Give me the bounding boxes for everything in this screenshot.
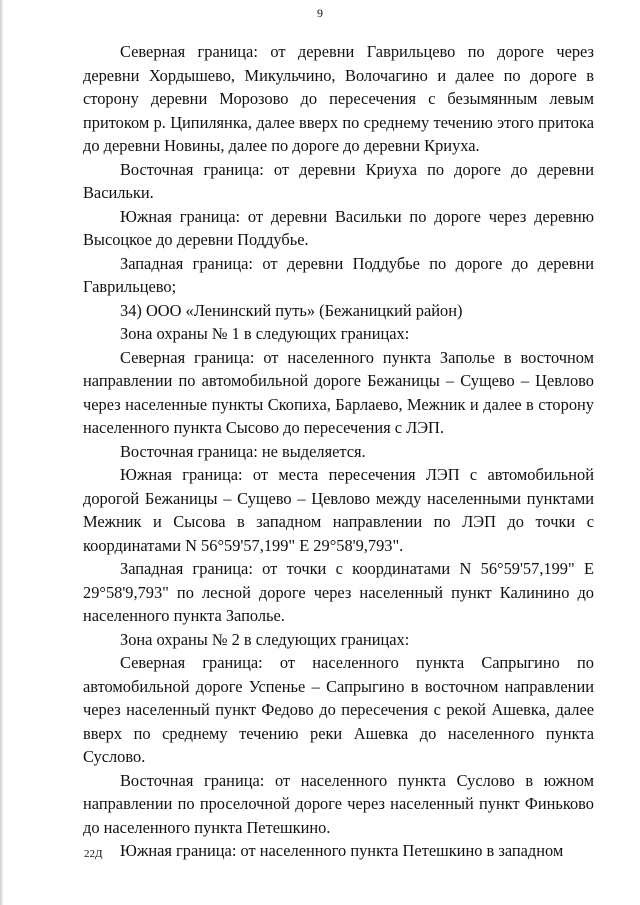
paragraph: Восточная граница: от деревни Криуха по дороге до деревни Васильки. (83, 159, 594, 202)
paragraph: Южная граница: от места пересечения ЛЭП с автомобильной дорогой Бежаницы – Сущево – Цевлово между населенными пунктами Межник и Сысова в западном направлении по ЛЭП до точки с координатами N 56°59'57,199" E 29°58'9,793". (83, 465, 594, 555)
document-body (83, 40, 594, 863)
page-number: 9 (317, 6, 323, 20)
zone-heading: Зона охраны № 2 в следующих границах: (120, 629, 410, 649)
paragraph: Восточная граница: не выделяется. (120, 441, 366, 461)
paragraph: Северная граница: от населенного пункта Сапрыгино по автомобильной дороге Успенье – Сапрыгино в восточном направлении через населенный пункт Федово до пересечения с рекой Ашевка, далее вверх по среднему течению реки Ашевка до населенного пункта Суслово. (83, 653, 594, 766)
footer-code: 22Д (84, 848, 103, 860)
paragraph: Восточная граница: от населенного пункта Суслово в южном направлении по проселочной дороге через населенный пункт Финьково до населенного пункта Петешкино. (83, 770, 594, 837)
zone-heading: Зона охраны № 1 в следующих границах: (120, 324, 410, 343)
section-heading: 34) ООО «Ленинский путь» (Бежаницкий район) (120, 300, 463, 320)
paragraph: Северная граница: от деревни Гаврильцево по дороге через деревни Хордышево, Микульчино, Волочагино и далее по дороге в сторону деревни Морозово до пересечения с безымянным левым притоком р. Ципилянка, далее вверх по среднему течению этого притока до деревни Новины, далее по дороге до деревни Криуха. (83, 42, 594, 155)
paragraph: Западная граница: от деревни Поддубье по дороге до деревни Гаврильцево; (83, 253, 594, 296)
paragraph: Западная граница: от точки с координатами N 56°59'57,199" E 29°58'9,793" по лесной дороге через населенный пункт Калинино до населенного пункта Заполье. (83, 559, 594, 625)
paragraph: Южная граница: от населенного пункта Петешкино в западном (120, 841, 564, 860)
paragraph: Южная граница: от деревни Васильки по дороге через деревню Высоцкое до деревни Поддубье. (83, 206, 594, 249)
scan-edge (0, 0, 3, 905)
paragraph: Северная граница: от населенного пункта Заполье в восточном направлении по автомобильной дороге Бежаницы – Сущево – Цевлово через населенные пункты Скопиха, Барлаево, Межник и далее в сторону населенного пункта Сысово до пересечения с ЛЭП. (83, 347, 594, 437)
